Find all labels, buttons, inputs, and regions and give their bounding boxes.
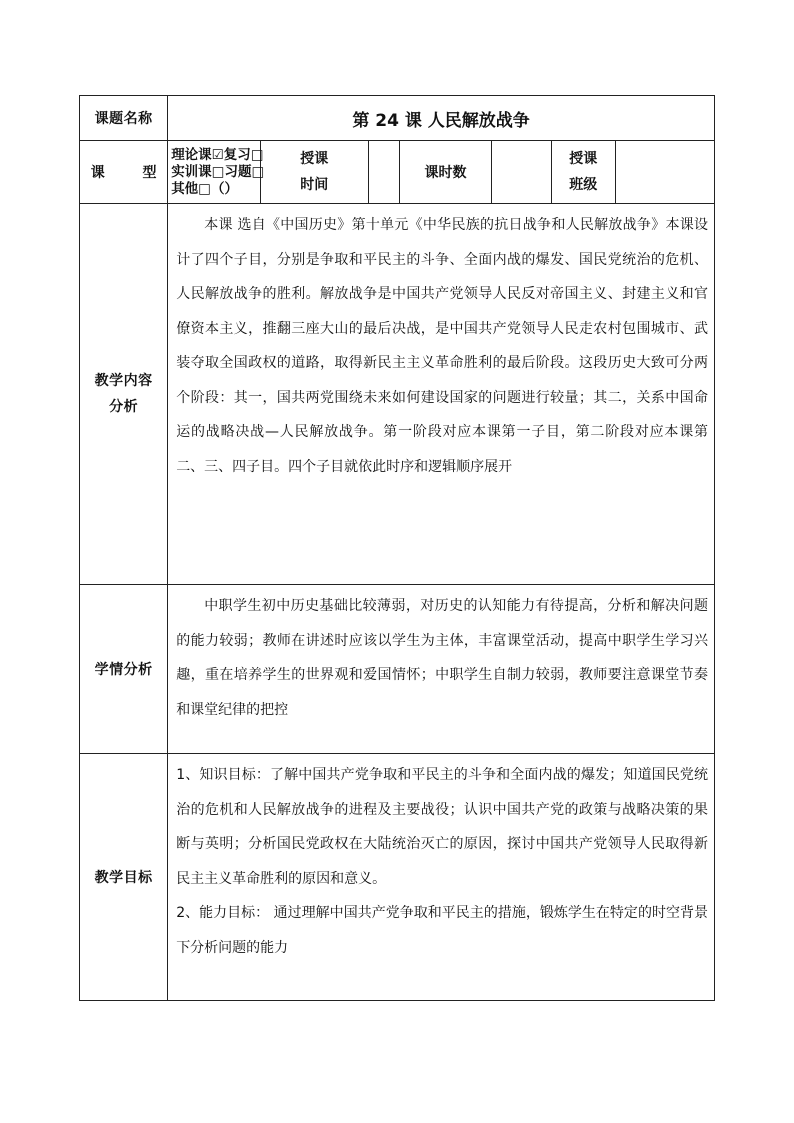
content-analysis-row xyxy=(80,204,715,585)
type-row xyxy=(80,141,715,204)
teach-time-label-line-1: 授课 xyxy=(300,151,329,167)
option-exercise[interactable]: 习题□ xyxy=(224,163,265,180)
objectives-label: 教学目标 xyxy=(80,754,168,1001)
topic-row xyxy=(80,96,715,141)
class-value[interactable] xyxy=(615,141,714,204)
type-option-line-2 xyxy=(171,163,265,181)
teach-time-label xyxy=(260,141,368,204)
objectives-row xyxy=(80,754,715,1001)
option-other-close: ） xyxy=(224,180,238,197)
content-analysis-label-line-1: 教学内容 xyxy=(94,373,153,389)
student-analysis-text: 中职学生初中历史基础比较薄弱，对历史的认知能力有待提高，分析和解决问题的能力较弱；教师在讲述时应该以学生为主体，丰富课堂活动，提高中职学生学习兴趣，重在培养学生的世界观和爱国情怀；中职学生自制力较弱，教师要注意课堂节奏和课堂纪律的把控 xyxy=(176,598,708,718)
student-analysis-label: 学情分析 xyxy=(80,585,168,754)
objectives-cell xyxy=(168,754,715,1001)
type-options xyxy=(168,141,265,204)
class-label xyxy=(551,141,615,204)
content-analysis-text: 本课 选自《中国历史》第十单元《中华民族的抗日战争和人民解放战争》本课设计了四个子目，分别是争取和平民主的斗争、全面内战的爆发、国民党统治的危机、人民解放战争的胜利。解放战争是中国共产党领导人民反对帝国主义、封建主义和官僚资本主义，推翻三座大山的最后决战，是中国共产党领导人民走农村包围城市、武装夺取全国政权的道路，取得新民主主义革命胜利的最后阶段。这段历史大致可分两个阶段：其一，国共两党围绕未来如何建设国家的问题进行较量；其二，关系中国命运的战略决战—人民解放战争。第一阶段对应本课第一子目，第二阶段对应本课第二、三、四子目。四个子目就依此时序和逻辑顺序展开 xyxy=(176,217,708,475)
lesson-plan-table xyxy=(79,95,715,1001)
hours-value[interactable] xyxy=(492,141,552,204)
hours-label: 课时数 xyxy=(399,141,492,204)
type-label xyxy=(80,141,168,204)
teach-time-label-line-2: 时间 xyxy=(300,177,329,193)
type-option-line-1 xyxy=(171,146,264,164)
objective-knowledge: 1、知识目标：了解中国共产党争取和平民主的斗争和全面内战的爆发；知道国民党统治的危机和人民解放战争的进程及主要战役；认识中国共产党的政策与战略决策的果断与英明；分析国民党政权在大陆统治灭亡的原因，探讨中国共产党领导人民取得新民主主义革命胜利的原因和意义。 xyxy=(176,767,708,887)
type-option-line-3 xyxy=(171,181,258,198)
option-review[interactable]: 复习□ xyxy=(223,146,264,163)
content-analysis-cell xyxy=(168,204,715,585)
content-analysis-label-line-2: 分析 xyxy=(109,399,139,415)
student-analysis-cell xyxy=(168,585,715,754)
objective-ability: 2、能力目标： 通过理解中国共产党争取和平民主的措施，锻炼学生在特定的时空背景下分析问题的能力 xyxy=(176,905,708,956)
topic-title: 第 24 课 人民解放战争 xyxy=(168,96,715,141)
class-label-line-2: 班级 xyxy=(569,177,598,193)
option-other[interactable]: 其他□（ xyxy=(171,180,225,197)
student-analysis-row xyxy=(80,585,715,754)
teach-time-value[interactable] xyxy=(368,141,399,204)
option-practice[interactable]: 实训课□ xyxy=(171,163,225,180)
type-label-char-2: 型 xyxy=(142,165,157,181)
topic-label: 课题名称 xyxy=(80,96,168,141)
option-theory[interactable]: 理论课☑ xyxy=(171,146,224,163)
class-label-line-1: 授课 xyxy=(569,151,598,167)
content-analysis-label xyxy=(80,204,168,585)
type-label-char-1: 课 xyxy=(90,165,105,181)
